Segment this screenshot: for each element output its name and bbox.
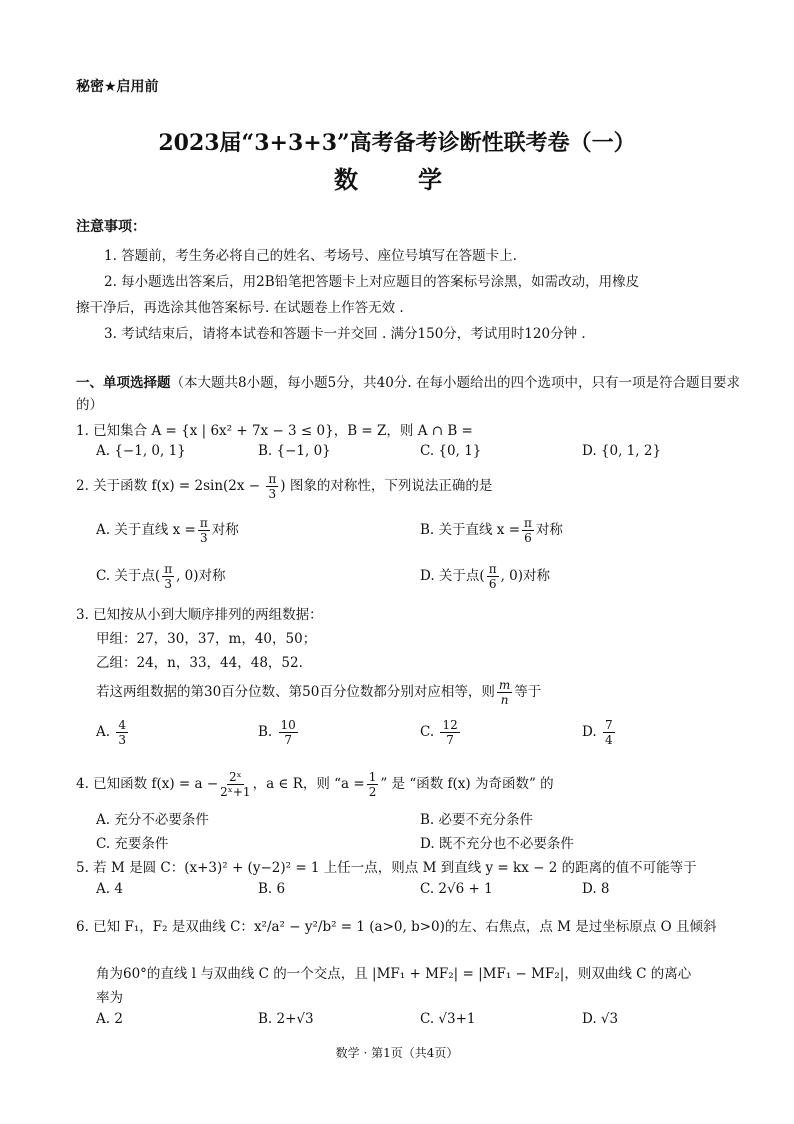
q3-a-num: 4: [118, 718, 126, 732]
q4-frac2-den: 2: [368, 785, 377, 799]
q2-a-num: π: [199, 516, 208, 530]
q3-c-den: 7: [446, 733, 454, 747]
section-description: （本大题共8小题，每小题5分，共40分. 在每小题给出的四个选项中，只有一项是符合题目要求的）: [76, 375, 740, 413]
notice-item-1: 1. 答题前，考生务必将自己的姓名、考场号、座位号填写在答题卡上.: [104, 248, 517, 264]
q3-option-a: [96, 718, 130, 747]
notice-item-2-cont: 擦干净后，再选涂其他答案标号. 在试题卷上作答无效 .: [76, 300, 404, 316]
question-6-stem: [76, 915, 716, 935]
q3-condition: [96, 678, 541, 707]
section-heading: [76, 372, 756, 416]
q3-b-label: B.: [258, 724, 273, 740]
q3-condition-text: 若这两组数据的第30百分位数、第50百分位数都分别对应相等，则: [96, 684, 495, 700]
q5-option-b: B. 6: [258, 881, 286, 897]
q4-option-b: B. 必要不充分条件: [420, 812, 534, 828]
q2-a-den: 3: [199, 531, 208, 545]
question-3-stem: 3. 已知按从小到大顺序排列的两组数据：: [76, 607, 323, 623]
q4-stem-post: ” 是 “函数 f(x) 为奇函数” 的: [380, 776, 554, 792]
q4-option-c: C. 充要条件: [96, 836, 169, 852]
q3-c-fraction: [440, 718, 459, 747]
q6-option-b: B. 2+√3: [258, 1011, 314, 1027]
q3-b-den: 7: [284, 733, 292, 747]
q2-a-text: A. 关于直线 x =: [96, 522, 196, 538]
q6-option-d: D. √3: [582, 1011, 619, 1027]
q3-option-c: [420, 718, 462, 747]
q2-d-num: π: [488, 562, 497, 576]
q2-d-fraction: [487, 562, 499, 591]
q3-d-fraction: [603, 718, 615, 747]
q3-cond-num: m: [498, 678, 511, 692]
q1-option-c: C. {0, 1}: [420, 443, 482, 459]
q2-fraction: [266, 472, 278, 501]
q2-c-fraction: [162, 562, 174, 591]
question-1-stem: 1. 已知集合 A = {x | 6x² + 7x − 3 ≤ 0}，B = Z，则 A ∩ B =: [76, 423, 473, 439]
q3-a-den: 3: [118, 733, 126, 747]
q4-stem-text: 4. 已知函数 f(x) = a −: [76, 776, 219, 792]
q3-condition-post: 等于: [514, 684, 542, 700]
q2-option-a: [96, 516, 239, 545]
q3-group-a: 甲组：27，30，37，m，40，50；: [96, 631, 317, 647]
exam-title: 2023届“3+3+3”高考备考诊断性联考卷（一）: [158, 130, 636, 156]
q2-b-fraction: [522, 516, 534, 545]
question-5-stem: 5. 若 M 是圆 C：(x+3)² + (y−2)² = 1 上任一点，则点 M 到直线 y = kx − 2 的距离的值不可能等于: [76, 860, 697, 876]
q5-option-d: D. 8: [582, 881, 610, 897]
confidential-label: 秘密★启用前: [76, 79, 159, 95]
q2-stem-post: ) 图象的对称性，下列说法正确的是: [280, 478, 493, 494]
q4-frac-num: 2ˣ: [229, 770, 242, 784]
question-4-stem: [76, 770, 554, 799]
q3-option-d: [582, 718, 617, 747]
q2-option-c: [96, 562, 226, 591]
q2-b-text: B. 关于直线 x =: [420, 522, 521, 538]
q2-a-fraction: [198, 516, 210, 545]
q4-frac2-num: 1: [368, 770, 377, 784]
page-footer: 数学 · 第1页（共4页）: [335, 1046, 459, 1060]
q5-option-a: A. 4: [96, 881, 123, 897]
q2-b-den: 6: [524, 531, 532, 545]
q2-frac-num: π: [268, 472, 277, 486]
q5-option-c: C. 2√6 + 1: [420, 881, 493, 897]
q4-fraction-2: [367, 770, 379, 799]
q3-b-num: 10: [280, 718, 296, 732]
q2-c-num: π: [164, 562, 173, 576]
q6-line-3: 率为: [96, 990, 123, 1006]
subject-title: 数 学: [334, 165, 460, 194]
notice-heading: 注意事项：: [76, 219, 146, 235]
q3-a-fraction: [116, 718, 128, 747]
q3-group-b: 乙组：24，n，33，44，48，52.: [96, 655, 303, 671]
q2-d-text: D. 关于点(: [420, 568, 485, 584]
q3-a-label: A.: [96, 724, 111, 740]
q3-d-den: 4: [604, 733, 613, 747]
q6-stem-text: 6. 已知 F₁，F₂ 是双曲线 C：: [76, 919, 254, 935]
q4-option-d: D. 既不充分也不必要条件: [420, 836, 574, 852]
q3-c-label: C.: [420, 724, 435, 740]
q2-d-post: , 0)对称: [500, 568, 551, 584]
q3-d-label: D.: [582, 724, 597, 740]
q4-option-a: A. 充分不必要条件: [96, 812, 209, 828]
q2-option-d: [420, 562, 550, 591]
q2-c-text: C. 关于点(: [96, 568, 161, 584]
q6-stem-post: 的左、右焦点，点 M 是过坐标原点 O 且倾斜: [444, 919, 717, 935]
q2-c-post: , 0)对称: [176, 568, 226, 584]
q2-b-post: 对称: [535, 522, 563, 538]
q3-c-num: 12: [442, 718, 458, 732]
q3-condition-fraction: [497, 678, 512, 707]
q3-cond-den: n: [500, 693, 509, 707]
q6-hyperbola-equation: x²/a² − y²/b² = 1 (a>0, b>0): [253, 919, 445, 935]
q6-option-c: C. √3+1: [420, 1011, 476, 1027]
q3-d-num: 7: [604, 718, 613, 732]
q2-b-num: π: [524, 516, 532, 530]
q4-frac-den: 2ˣ+1: [220, 785, 251, 799]
question-2-stem: [76, 472, 492, 501]
section-title: 一、单项选择题: [76, 375, 171, 391]
notice-item-2: 2. 每小题选出答案后，用2B铅笔把答题卡上对应题目的答案标号涂黑，如需改动，用橡皮: [104, 274, 640, 290]
q4-stem-mid: ，a ∈ R，则 “a =: [252, 776, 365, 792]
q1-option-d: D. {0, 1, 2}: [582, 443, 662, 459]
q2-c-den: 3: [164, 577, 172, 591]
q6-option-a: A. 2: [96, 1011, 123, 1027]
q2-frac-den: 3: [268, 487, 277, 501]
q3-b-fraction: [279, 718, 298, 747]
notice-item-3: 3. 考试结束后，请将本试卷和答题卡一并交回 . 满分150分，考试用时120分钟 .: [104, 326, 586, 342]
q2-option-b: [420, 516, 563, 545]
q4-fraction: [220, 770, 250, 799]
q6-line-2: 角为60°的直线 l 与双曲线 C 的一个交点，且 |MF₁ + MF₂| = |MF₁ − MF₂|，则双曲线 C 的离心: [96, 966, 692, 982]
q1-option-a: A. {−1, 0, 1}: [96, 443, 186, 459]
q2-d-den: 6: [488, 577, 497, 591]
q2-stem-text: 2. 关于函数 f(x) = 2sin(2x −: [76, 478, 265, 494]
q2-a-post: 对称: [211, 522, 239, 538]
q1-option-b: B. {−1, 0}: [258, 443, 331, 459]
q3-option-b: [258, 718, 300, 747]
